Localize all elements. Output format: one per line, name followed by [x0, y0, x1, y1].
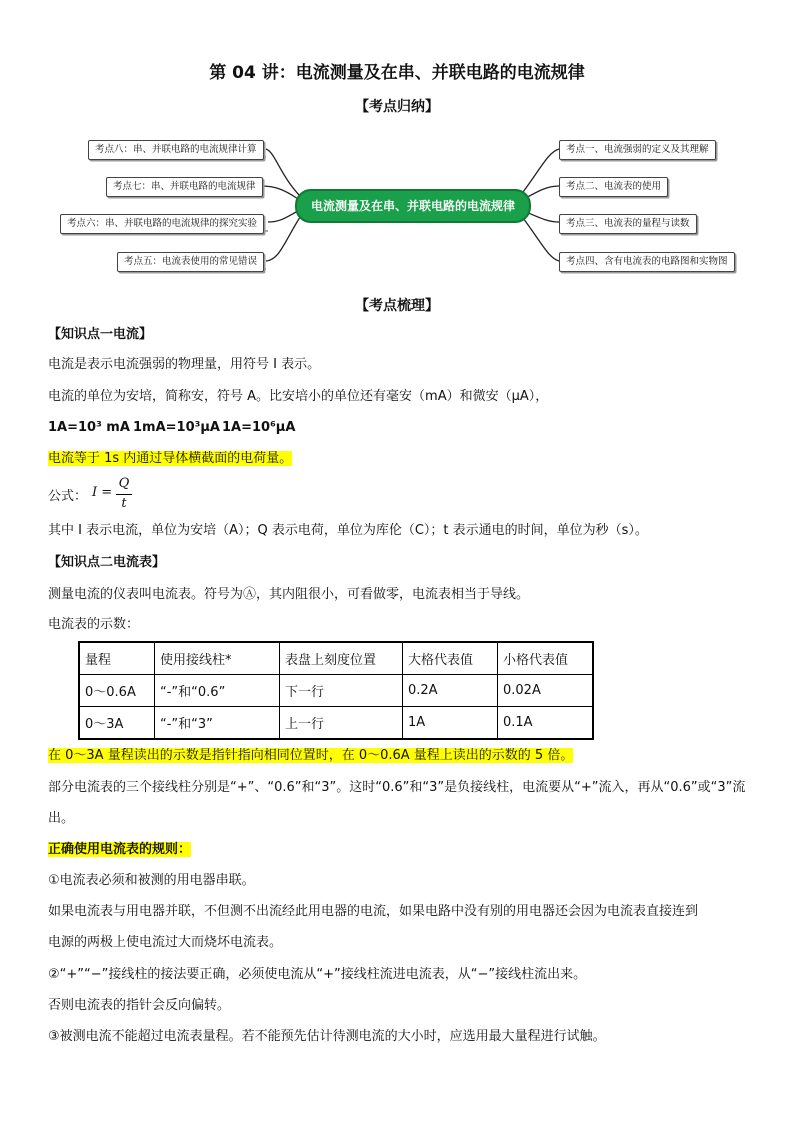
mindmap-node-right-4: 考点四、含有电流表的电路图和实物图 [559, 252, 735, 272]
kp1-heading: 【知识点一电流】 [48, 327, 153, 342]
kp2-paragraph-2: 电流表的示数： [48, 617, 140, 632]
unit-conversion-3: 1A=10⁶μA [222, 420, 296, 435]
unit-conversion-2: 1mA=10³μA [133, 420, 220, 435]
mindmap-node-right-1: 考点一、电流强弱的定义及其理解 [559, 140, 716, 160]
formula-lhs: I = [92, 485, 113, 500]
ammeter-range-table [78, 641, 594, 740]
kp2-heading: 【知识点二电流表】 [48, 555, 166, 570]
table-cell: 1A [403, 707, 498, 740]
table-cell: 0.1A [498, 707, 594, 740]
kp2-paragraph-4b: 出。 [48, 811, 75, 826]
table-header-cell: 小格代表值 [498, 642, 594, 675]
kp1-paragraph-1: 电流是表示电流强弱的物理量，用符号 I 表示。 [48, 357, 321, 372]
formula-denominator: t [121, 496, 127, 511]
mindmap-node-left-4: 考点五：电流表使用的常见错误 [117, 252, 264, 272]
table-cell: 0.02A [498, 675, 594, 707]
highlighted-text: 电流等于 1s 内通过导体横截面的电荷量。 [48, 451, 293, 466]
table-cell: 上一行 [280, 707, 403, 740]
mindmap-node-right-3: 考点三、电流表的量程与读数 [559, 214, 697, 234]
mindmap-node-right-2: 考点二、电流表的使用 [559, 177, 668, 197]
kp2-highlight-ratio [48, 746, 573, 766]
table-header-cell: 大格代表值 [403, 642, 498, 675]
rule-1: ①电流表必须和被测的用电器串联。 [48, 873, 255, 888]
table-cell: 下一行 [280, 675, 403, 707]
rule-1-detail-b: 电源的两极上使电流过大而烧坏电流表。 [48, 935, 283, 950]
rules-heading [48, 840, 191, 860]
rule-2-detail: 否则电流表的指针会反向偏转。 [48, 998, 231, 1013]
table-cell: “-”和“3” [155, 707, 280, 740]
unit-conversion-1: 1A=10³ mA [48, 420, 130, 435]
mindmap-node-left-3: 考点六：串、并联电路的电流规律的探究实验 [60, 214, 264, 234]
kp1-highlight-definition [48, 449, 292, 469]
highlighted-text: 正确使用电流表的规则： [48, 842, 192, 857]
kp1-paragraph-2: 电流的单位为安培，简称安，符号 A。比安培小的单位还有毫安（mA）和微安（μA）， [48, 389, 549, 404]
mindmap-node-left-1: 考点八：串、并联电路的电流规律计算 [88, 140, 264, 160]
table-header-cell: 使用接线柱* [155, 642, 280, 675]
table-header-cell: 量程 [79, 642, 155, 675]
table-cell: 0～0.6A [79, 675, 155, 707]
formula-numerator: Q [118, 476, 130, 491]
kp2-paragraph-1: 测量电流的仪表叫电流表。符号为Ⓐ，其内阻很小，可看做零，电流表相当于导线。 [48, 587, 530, 602]
kp2-paragraph-4a: 部分电流表的三个接线柱分别是“+”、“0.6”和“3”。这时“0.6”和“3”是负接线柱，电流要从“+”流入，再从“0.6”或“3”流 [48, 780, 746, 795]
formula-label: 公式： [48, 489, 88, 504]
page-title: 第 04 讲：电流测量及在串、并联电路的电流规律 [209, 63, 585, 83]
table-header-row [79, 642, 593, 675]
kp1-paragraph-4: 其中 I 表示电流，单位为安培（A）；Q 表示电荷，单位为库伦（C）；t 表示通电的时间，单位为秒（s）。 [48, 523, 648, 538]
table-row [79, 707, 593, 740]
table-header-cell: 表盘上刻度位置 [280, 642, 403, 675]
mindmap-center-node: 电流测量及在串、并联电路的电流规律 [295, 189, 531, 223]
highlighted-text: 在 0～3A 量程读出的示数是指针指向相同位置时，在 0～0.6A 量程上读出的示数的 5 倍。 [48, 748, 574, 763]
mind-map [0, 0, 794, 290]
mindmap-node-left-2: 考点七：串、并联电路的电流规律 [106, 177, 263, 197]
section-heading-review: 【考点梳理】 [355, 298, 439, 314]
table-row [79, 675, 593, 707]
table-cell: 0.2A [403, 675, 498, 707]
table-cell: 0～3A [79, 707, 155, 740]
rule-2: ②“+”“−”接线柱的接法要正确，必须使电流从“+”接线柱流进电流表，从“−”接线柱流出来。 [48, 967, 587, 982]
table-cell: “-”和“0.6” [155, 675, 280, 707]
rule-1-detail-a: 如果电流表与用电器并联，不但测不出流经此用电器的电流，如果电路中没有别的用电器还会因为电流表直接连到 [48, 904, 699, 919]
fraction-bar [116, 494, 132, 495]
section-heading-summary: 【考点归纳】 [355, 99, 439, 115]
rule-3: ③被测电流不能超过电流表量程。若不能预先估计待测电流的大小时，应选用最大量程进行试触。 [48, 1029, 606, 1044]
